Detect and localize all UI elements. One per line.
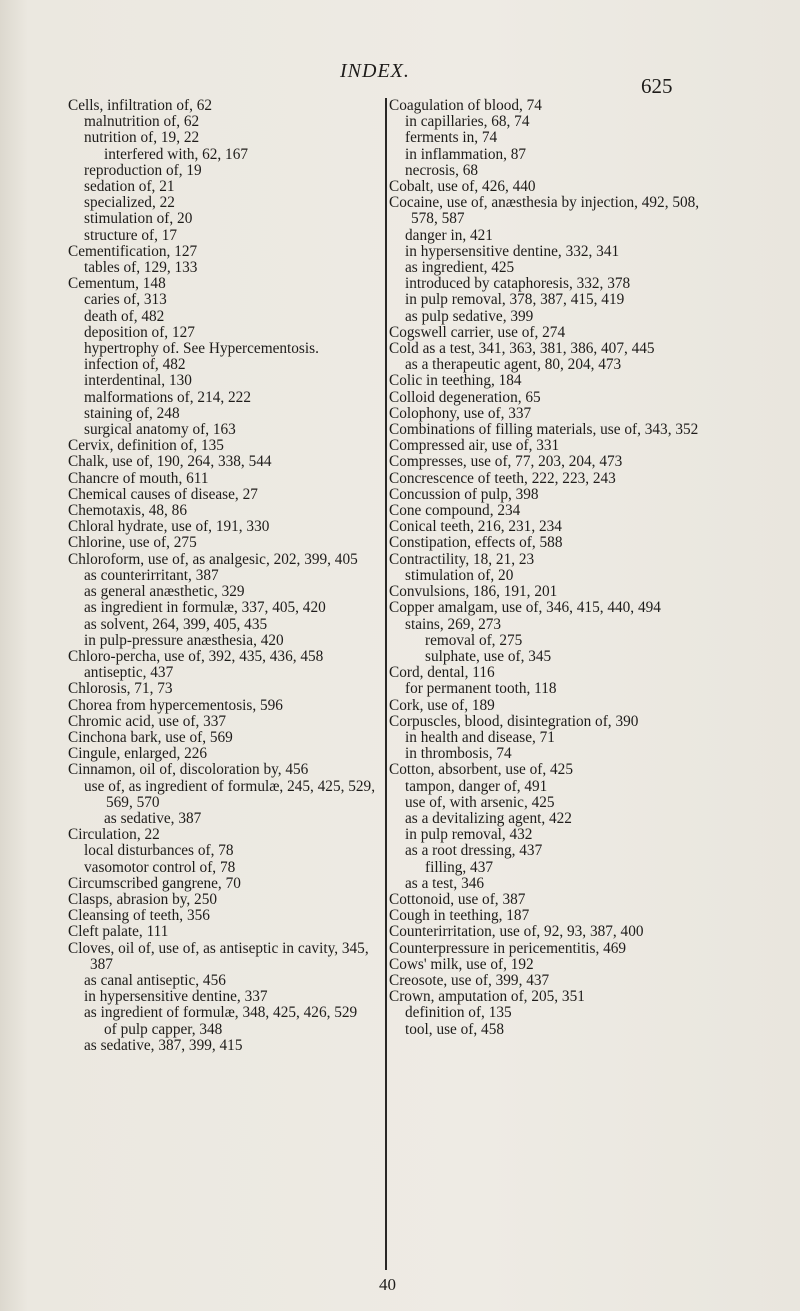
- index-subentry: as a therapeutic agent, 80, 204, 473: [405, 356, 622, 374]
- index-entry: Conical teeth, 216, 231, 234: [389, 518, 562, 536]
- index-subentry: caries of, 313: [84, 291, 167, 309]
- index-entry: Cinchona bark, use of, 569: [68, 728, 233, 746]
- index-subentry: as canal antiseptic, 456: [84, 971, 226, 989]
- index-subentry: as counterirritant, 387: [84, 566, 219, 584]
- index-entry: Chalk, use of, 190, 264, 338, 544: [68, 453, 272, 471]
- index-entry: Combinations of filling materials, use of, 343, 352: [389, 421, 699, 439]
- index-subentry: of pulp capper, 348: [104, 1020, 223, 1038]
- index-subentry: filling, 437: [425, 858, 493, 876]
- index-entry: Cleft palate, 111: [68, 923, 169, 941]
- index-entry: Cord, dental, 116: [389, 664, 495, 682]
- index-subentry: use of, with arsenic, 425: [405, 793, 555, 811]
- index-entry: Coagulation of blood, 74: [389, 97, 542, 114]
- index-entry: Counterirritation, use of, 92, 93, 387, 400: [389, 923, 644, 941]
- index-subentry: necrosis, 68: [405, 161, 479, 179]
- index-entry: Constipation, effects of, 588: [389, 534, 563, 552]
- running-title: INDEX.: [340, 60, 410, 82]
- page-header: [0, 60, 800, 98]
- index-entry: Chloro-percha, use of, 392, 435, 436, 458: [68, 647, 324, 665]
- index-entry: Circumscribed gangrene, 70: [68, 874, 241, 892]
- index-entry: Cementum, 148: [68, 275, 166, 293]
- index-subentry: interfered with, 62, 167: [104, 145, 249, 163]
- index-entry: Cocaine, use of, anæsthesia by injection, 492, 508, 578, 587: [389, 194, 700, 228]
- index-subentry: stains, 269, 273: [405, 615, 502, 633]
- index-subentry: as sedative, 387: [104, 809, 202, 827]
- index-subentry: as pulp sedative, 399: [405, 307, 534, 325]
- index-column-right: [389, 98, 702, 1038]
- index-subentry: tables of, 129, 133: [84, 259, 198, 277]
- index-entry: Colic in teething, 184: [389, 372, 522, 390]
- index-subentry: death of, 482: [84, 307, 165, 325]
- index-entry: Convulsions, 186, 191, 201: [389, 583, 558, 601]
- index-entry: Cogswell carrier, use of, 274: [389, 323, 566, 341]
- index-entry: Compressed air, use of, 331: [389, 437, 560, 455]
- index-subentry: hypertrophy of. See Hypercementosis.: [84, 340, 319, 358]
- index-subentry: vasomotor control of, 78: [84, 858, 236, 876]
- index-entry: Chorea from hypercementosis, 596: [68, 696, 283, 714]
- index-entry: Cotton, absorbent, use of, 425: [389, 761, 573, 779]
- index-subentry: as ingredient, 425: [405, 259, 515, 277]
- index-entry: Cork, use of, 189: [389, 696, 495, 714]
- index-entry: Cows' milk, use of, 192: [389, 955, 534, 973]
- index-subentry: definition of, 135: [405, 1004, 512, 1022]
- index-entry: Chromic acid, use of, 337: [68, 712, 227, 730]
- index-subentry: malnutrition of, 62: [84, 113, 200, 131]
- index-subentry: for permanent tooth, 118: [405, 680, 557, 698]
- index-subentry: sulphate, use of, 345: [425, 647, 552, 665]
- index-entry: Crown, amputation of, 205, 351: [389, 988, 585, 1006]
- index-entry: Cinnamon, oil of, discoloration by, 456: [68, 761, 309, 779]
- index-entry: Cottonoid, use of, 387: [389, 890, 526, 908]
- index-entry: Corpuscles, blood, disintegration of, 390: [389, 712, 639, 730]
- index-subentry: stimulation of, 20: [84, 210, 193, 228]
- index-entry: Cementification, 127: [68, 242, 198, 260]
- index-subentry: malformations of, 214, 222: [84, 388, 251, 406]
- index-subentry: danger in, 421: [405, 226, 493, 244]
- index-subentry: surgical anatomy of, 163: [84, 421, 236, 439]
- index-entry: Contractility, 18, 21, 23: [389, 550, 535, 568]
- index-subentry: as ingredient in formulæ, 337, 405, 420: [84, 599, 326, 617]
- index-entry: Counterpressure in pericementitis, 469: [389, 939, 627, 957]
- index-subentry: in pulp removal, 378, 387, 415, 419: [405, 291, 625, 309]
- index-entry: Circulation, 22: [68, 826, 160, 844]
- index-subentry: introduced by cataphoresis, 332, 378: [405, 275, 631, 293]
- index-entry: Cough in teething, 187: [389, 907, 530, 925]
- index-entry: Cingule, enlarged, 226: [68, 745, 208, 763]
- index-subentry: staining of, 248: [84, 404, 180, 422]
- index-subentry: use of, as ingredient of formulæ, 245, 425, 529, 569, 570: [84, 777, 376, 811]
- index-entry: Cone compound, 234: [389, 502, 521, 520]
- index-entry: Chemotaxis, 48, 86: [68, 502, 187, 520]
- index-subentry: sedation of, 21: [84, 178, 175, 196]
- index-subentry: in capillaries, 68, 74: [405, 113, 530, 131]
- index-subentry: deposition of, 127: [84, 323, 195, 341]
- index-subentry: in inflammation, 87: [405, 145, 527, 163]
- index-subentry: nutrition of, 19, 22: [84, 129, 200, 147]
- index-subentry: specialized, 22: [84, 194, 175, 212]
- index-subentry: as solvent, 264, 399, 405, 435: [84, 615, 268, 633]
- index-subentry: as ingredient of formulæ, 348, 425, 426, 529: [84, 1004, 358, 1022]
- index-entry: Chemical causes of disease, 27: [68, 485, 258, 503]
- index-entry: Cold as a test, 341, 363, 381, 386, 407, 445: [389, 340, 655, 358]
- index-entry: Concussion of pulp, 398: [389, 485, 539, 503]
- index-entry: Chlorosis, 71, 73: [68, 680, 173, 698]
- index-entry: Cervix, definition of, 135: [68, 437, 224, 455]
- index-entry: Chloroform, use of, as analgesic, 202, 399, 405: [68, 550, 358, 568]
- index-subentry: stimulation of, 20: [405, 566, 514, 584]
- index-entry: Chlorine, use of, 275: [68, 534, 197, 552]
- signature-mark: 40: [379, 1275, 396, 1294]
- index-subentry: antiseptic, 437: [84, 664, 174, 682]
- column-divider: [385, 98, 387, 1270]
- index-entry: Colloid degeneration, 65: [389, 388, 541, 406]
- index-entry: Chloral hydrate, use of, 191, 330: [68, 518, 270, 536]
- index-subentry: structure of, 17: [84, 226, 178, 244]
- index-subentry: as sedative, 387, 399, 415: [84, 1036, 243, 1054]
- index-entry: Cloves, oil of, use of, as antiseptic in cavity, 345, 387: [68, 939, 369, 973]
- index-subentry: tool, use of, 458: [405, 1020, 504, 1038]
- index-subentry: in thrombosis, 74: [405, 745, 512, 763]
- index-subentry: local disturbances of, 78: [84, 842, 234, 860]
- index-subentry: infection of, 482: [84, 356, 186, 374]
- index-subentry: in pulp removal, 432: [405, 826, 533, 844]
- index-entry: Copper amalgam, use of, 346, 415, 440, 494: [389, 599, 661, 617]
- index-entry: Chancre of mouth, 611: [68, 469, 209, 487]
- index-subentry: in hypersensitive dentine, 337: [84, 988, 268, 1006]
- index-entry: Colophony, use of, 337: [389, 404, 532, 422]
- index-subentry: in hypersensitive dentine, 332, 341: [405, 242, 620, 260]
- index-subentry: ferments in, 74: [405, 129, 498, 147]
- index-entry: Cleansing of teeth, 356: [68, 907, 210, 925]
- index-entry: Cells, infiltration of, 62: [68, 97, 213, 114]
- index-subentry: in health and disease, 71: [405, 728, 555, 746]
- index-subentry: as general anæsthetic, 329: [84, 583, 245, 601]
- index-subentry: as a root dressing, 437: [405, 842, 543, 860]
- index-entry: Creosote, use of, 399, 437: [389, 971, 550, 989]
- index-subentry: as a devitalizing agent, 422: [405, 809, 572, 827]
- index-entry: Cobalt, use of, 426, 440: [389, 178, 536, 196]
- index-entry: Concrescence of teeth, 222, 223, 243: [389, 469, 616, 487]
- index-subentry: tampon, danger of, 491: [405, 777, 548, 795]
- index-subentry: as a test, 346: [405, 874, 485, 892]
- index-entry: Compresses, use of, 77, 203, 204, 473: [389, 453, 623, 471]
- index-subentry: reproduction of, 19: [84, 161, 202, 179]
- index-entry: Clasps, abrasion by, 250: [68, 890, 217, 908]
- index-subentry: removal of, 275: [425, 631, 523, 649]
- index-subentry: interdentinal, 130: [84, 372, 192, 390]
- index-column-left: [68, 98, 380, 1054]
- index-subentry: in pulp-pressure anæsthesia, 420: [84, 631, 284, 649]
- page-number: 625: [641, 74, 673, 98]
